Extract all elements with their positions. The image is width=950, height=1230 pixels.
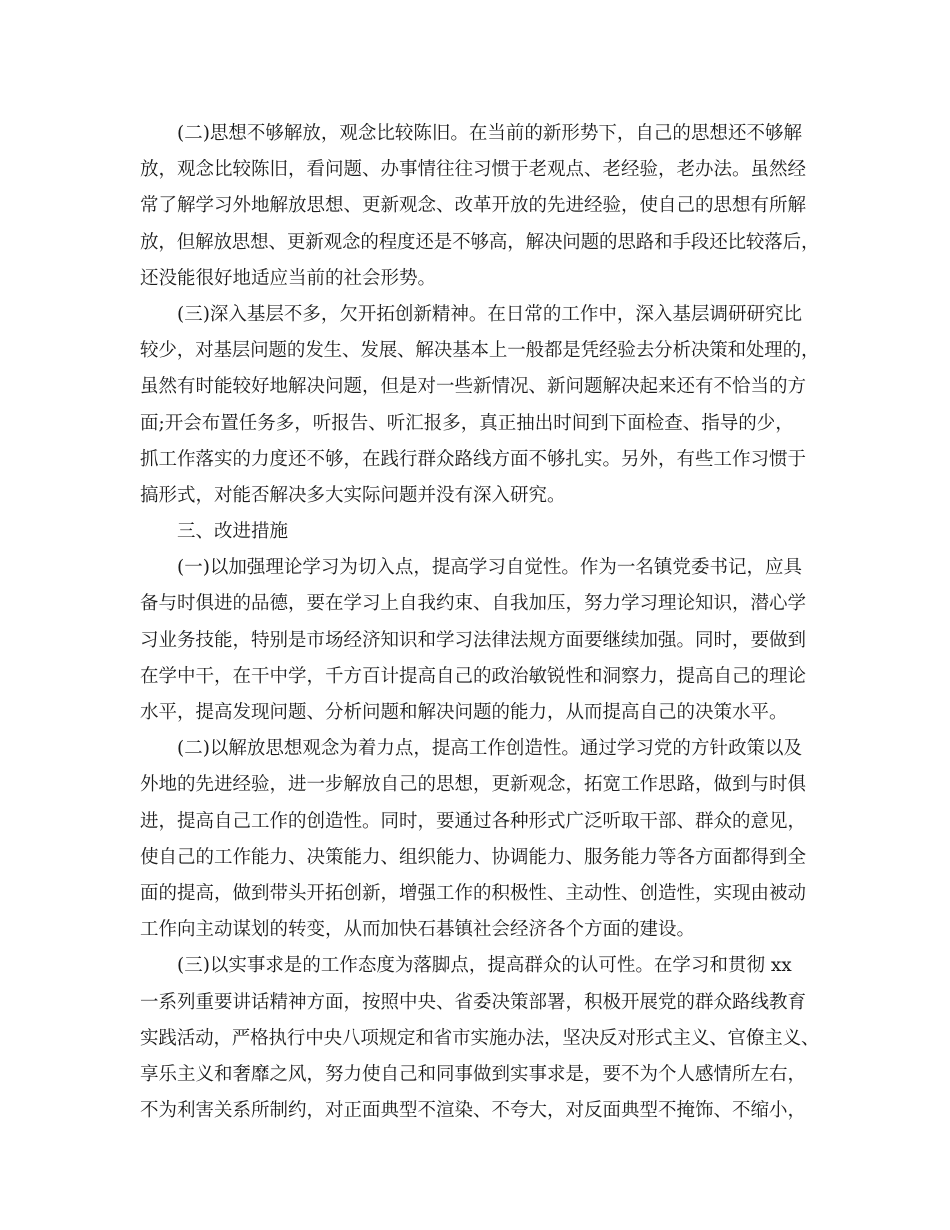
paragraph-line: 搞形式，对能否解决多大实际问题并没有深入研究。: [140, 484, 566, 506]
document-body: [140, 116, 820, 1129]
paragraph-line: 使自己的工作能力、决策能力、组织能力、协调能力、服务能力等各方面都得到全: [140, 846, 807, 868]
paragraph-line: 虽然有时能较好地解决问题，但是对一些新情况、新问题解决起来还有不恰当的方: [140, 376, 807, 398]
paragraph-line: 抓工作落实的力度还不够，在践行群众路线方面不够扎实。另外，有些工作习惯于: [140, 448, 807, 470]
paragraph-line: 工作向主动谋划的转变，从而加快石碁镇社会经济各个方面的建设。: [140, 919, 696, 941]
paragraph-line: 面的提高，做到带头开拓创新，增强工作的积极性、主动性、创造性，实现由被动: [140, 882, 807, 904]
paragraph-line: 进，提高自己工作的创造性。同时，要通过各种形式广泛听取干部、群众的意见，: [140, 810, 807, 832]
paragraph-first-line: (二)思想不够解放，观念比较陈旧。在当前的新形势下，自己的思想还不够解: [177, 123, 802, 144]
paragraph-line: 在学中干，在干中学，千方百计提高自己的政治敏锐性和洞察力，提高自己的理论: [140, 665, 807, 687]
paragraph-first-line: (三)深入基层不多，欠开拓创新精神。在日常的工作中，深入基层调研研究比: [177, 303, 802, 325]
paragraph-line: 享乐主义和奢靡之风，努力使自己和同事做到实事求是，要不为个人感情所左右，: [140, 1063, 807, 1085]
paragraph-line: 较少，对基层问题的发生、发展、解决基本上一般都是凭经验去分析决策和处理的，: [140, 340, 820, 362]
paragraph-first-line: (三)以实事求是的工作态度为落脚点，提高群众的认可性。在学习和贯彻 xx: [177, 955, 792, 977]
paragraph-line: 放，但解放思想、更新观念的程度还是不够高，解决问题的思路和手段还比较落后，: [140, 231, 820, 253]
paragraph-line: 水平，提高发现问题、分析问题和解决问题的能力，从而提高自己的决策水平。: [140, 702, 788, 723]
paragraph-line: 面;开会布置任务多，听报告、听汇报多，真正抽出时间到下面检查、指导的少，: [140, 412, 794, 434]
paragraph-first-line: (一)以加强理论学习为切入点，提高学习自觉性。作为一名镇党委书记，应具: [177, 557, 802, 579]
paragraph-line: 还没能很好地适应当前的社会形势。: [140, 267, 437, 289]
paragraph-line: 一系列重要讲话精神方面，按照中央、省委决策部署，积极开展党的群众路线教育: [140, 991, 807, 1013]
paragraph-line: 常了解学习外地解放思想、更新观念、改革开放的先进经验，使自己的思想有所解: [140, 195, 807, 217]
paragraph-line: 放，观念比较陈旧，看问题、办事情往往习惯于老观点、老经验，老办法。虽然经: [140, 159, 807, 181]
paragraph-line: 不为利害关系所制约，对正面典型不渲染、不夸大，对反面典型不掩饰、不缩小，: [140, 1100, 807, 1122]
paragraph-line: 习业务技能，特别是市场经济知识和学习法律法规方面要继续加强。同时，要做到: [140, 629, 807, 651]
paragraph-line: 备与时俱进的品德，要在学习上自我约束、自我加压，努力学习理论知识，潜心学: [140, 593, 807, 615]
paragraph-first-line: (二)以解放思想观念为着力点，提高工作创造性。通过学习党的方针政策以及: [177, 738, 802, 760]
paragraph-line: 实践活动，严格执行中央八项规定和省市实施办法，坚决反对形式主义、官僚主义、: [140, 1027, 820, 1049]
paragraph-line: 外地的先进经验，进一步解放自己的思想，更新观念，拓宽工作思路，做到与时俱: [140, 774, 807, 796]
paragraph-first-line: 三、改进措施: [177, 521, 289, 543]
